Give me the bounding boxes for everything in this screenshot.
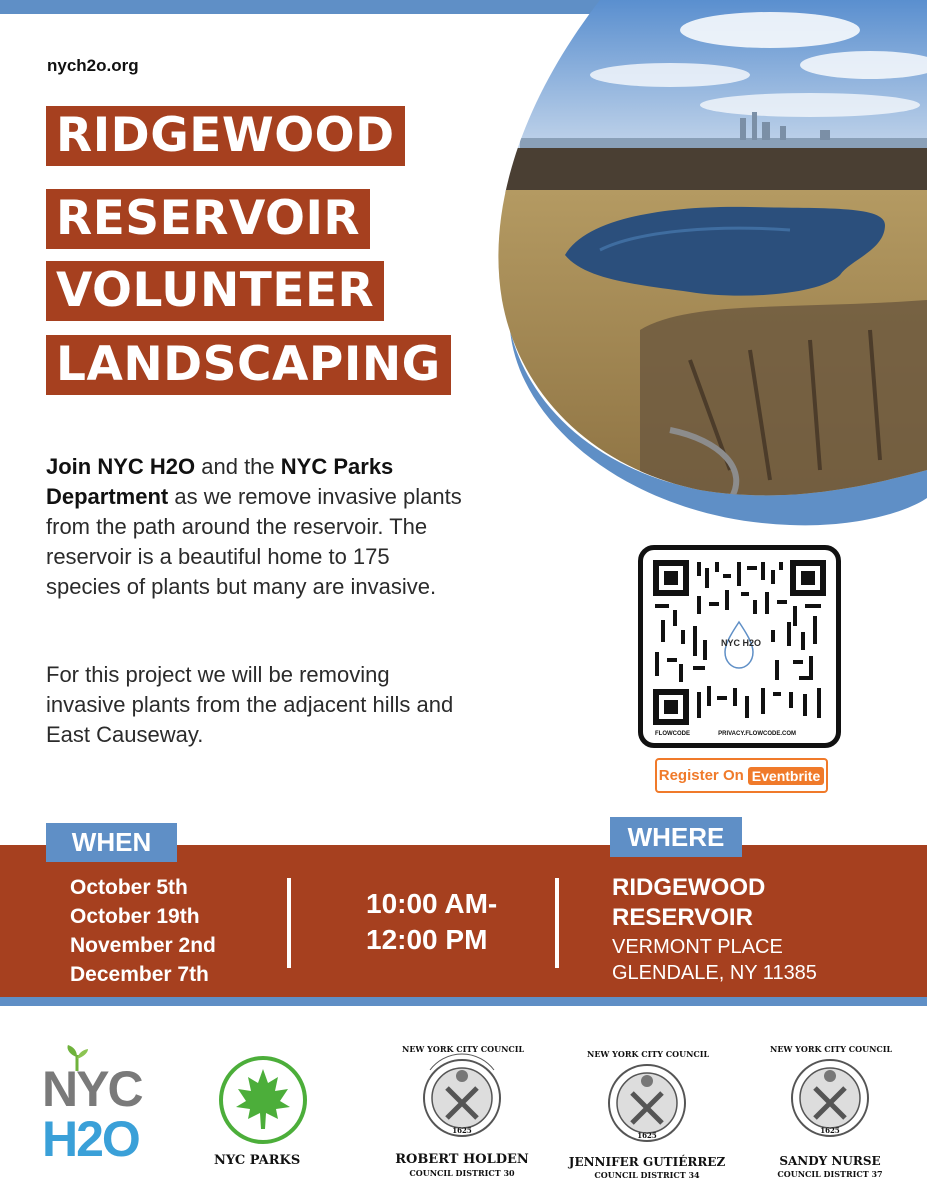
venue-name <box>612 873 765 933</box>
intro-connector: and the <box>195 454 281 479</box>
nych2o-logo-top: NYC <box>42 1061 142 1117</box>
where-tag: WHERE <box>610 817 742 857</box>
address-line-2: GLENDALE, NY 11385 <box>612 962 817 984</box>
qr-right-caption: PRIVACY.FLOWCODE.COM <box>718 731 796 737</box>
date-4: December 7th <box>70 963 209 986</box>
intro-rest: as we remove invasive plants from the path around the reservoir. The reservoir is a beautiful home to 175 species of plants but many are invasive. <box>46 484 462 599</box>
register-label: Register On <box>658 767 744 784</box>
city-council-seal-icon <box>597 1045 697 1145</box>
event-time <box>366 886 497 958</box>
register-eventbrite-button[interactable] <box>655 758 828 793</box>
seal-year: 1625 <box>637 1131 657 1140</box>
divider-right <box>555 878 559 968</box>
seal-ring-text: NEW YORK CITY COUNCIL <box>402 1044 525 1054</box>
reservoir-aerial-photo <box>490 0 927 530</box>
sponsor-district-3: COUNCIL DISTRICT 37 <box>777 1169 883 1179</box>
nych2o-logo <box>40 1045 140 1175</box>
seal-year: 1625 <box>452 1126 472 1135</box>
sponsor-name-2: JENNIFER GUTIÉRREZ <box>568 1155 726 1169</box>
title-line-1: RIDGEWOOD <box>46 106 405 166</box>
nych2o-logo-bottom: H2O <box>42 1111 139 1167</box>
divider-left <box>287 878 291 968</box>
sponsor-district-2: COUNCIL DISTRICT 34 <box>594 1170 700 1180</box>
council-seal-holden <box>395 1040 529 1180</box>
info-band-accent-line <box>0 997 927 1006</box>
nych2o-org-name: Join NYC H2O <box>46 454 196 479</box>
site-url[interactable]: nych2o.org <box>47 56 139 75</box>
date-3: November 2nd <box>70 934 216 957</box>
registration-qr-code[interactable] <box>638 545 841 748</box>
seal-ring-text: NEW YORK CITY COUNCIL <box>587 1049 710 1059</box>
city-council-seal-icon <box>780 1040 880 1140</box>
parks-label: NYC PARKS <box>214 1153 301 1168</box>
venue-name-line-2: RESERVOIR <box>612 904 753 931</box>
parks-maple-leaf-icon <box>218 1055 308 1145</box>
venue-name-line-1: RIDGEWOOD <box>612 874 766 901</box>
city-council-seal-icon <box>412 1040 512 1140</box>
venue-address <box>612 934 817 986</box>
event-dates <box>70 873 216 989</box>
when-tag: WHEN <box>46 823 177 862</box>
seal-ring-text: NEW YORK CITY COUNCIL <box>770 1044 893 1054</box>
qr-left-caption: FLOWCODE <box>655 731 690 737</box>
time-start: 10:00 AM- <box>366 888 498 919</box>
address-line-1: VERMONT PLACE <box>612 936 783 958</box>
eventbrite-logo: Eventbrite <box>748 767 824 785</box>
date-1: October 5th <box>70 876 188 899</box>
seal-year: 1625 <box>820 1126 840 1135</box>
title-line-3: VOLUNTEER <box>46 261 384 321</box>
intro-paragraph <box>46 452 466 602</box>
project-paragraph: For this project we will be removing invasive plants from the adjacent hills and East Causeway. <box>46 662 454 747</box>
time-end: 12:00 PM <box>366 924 488 955</box>
sponsor-name-3: SANDY NURSE <box>779 1154 881 1168</box>
council-seal-gutierrez <box>568 1045 726 1185</box>
nyc-parks-logo <box>214 1055 324 1175</box>
qr-center-logo: NYC H2O <box>721 638 762 648</box>
sponsor-name-1: ROBERT HOLDEN <box>395 1152 529 1167</box>
title-line-4: LANDSCAPING <box>46 335 451 395</box>
date-2: October 19th <box>70 905 200 928</box>
title-line-2: RESERVOIR <box>46 189 370 249</box>
sponsor-district-1: COUNCIL DISTRICT 30 <box>409 1168 515 1178</box>
council-seal-nurse <box>770 1040 893 1180</box>
parks-org-name: NYC Parks Department <box>46 454 394 509</box>
